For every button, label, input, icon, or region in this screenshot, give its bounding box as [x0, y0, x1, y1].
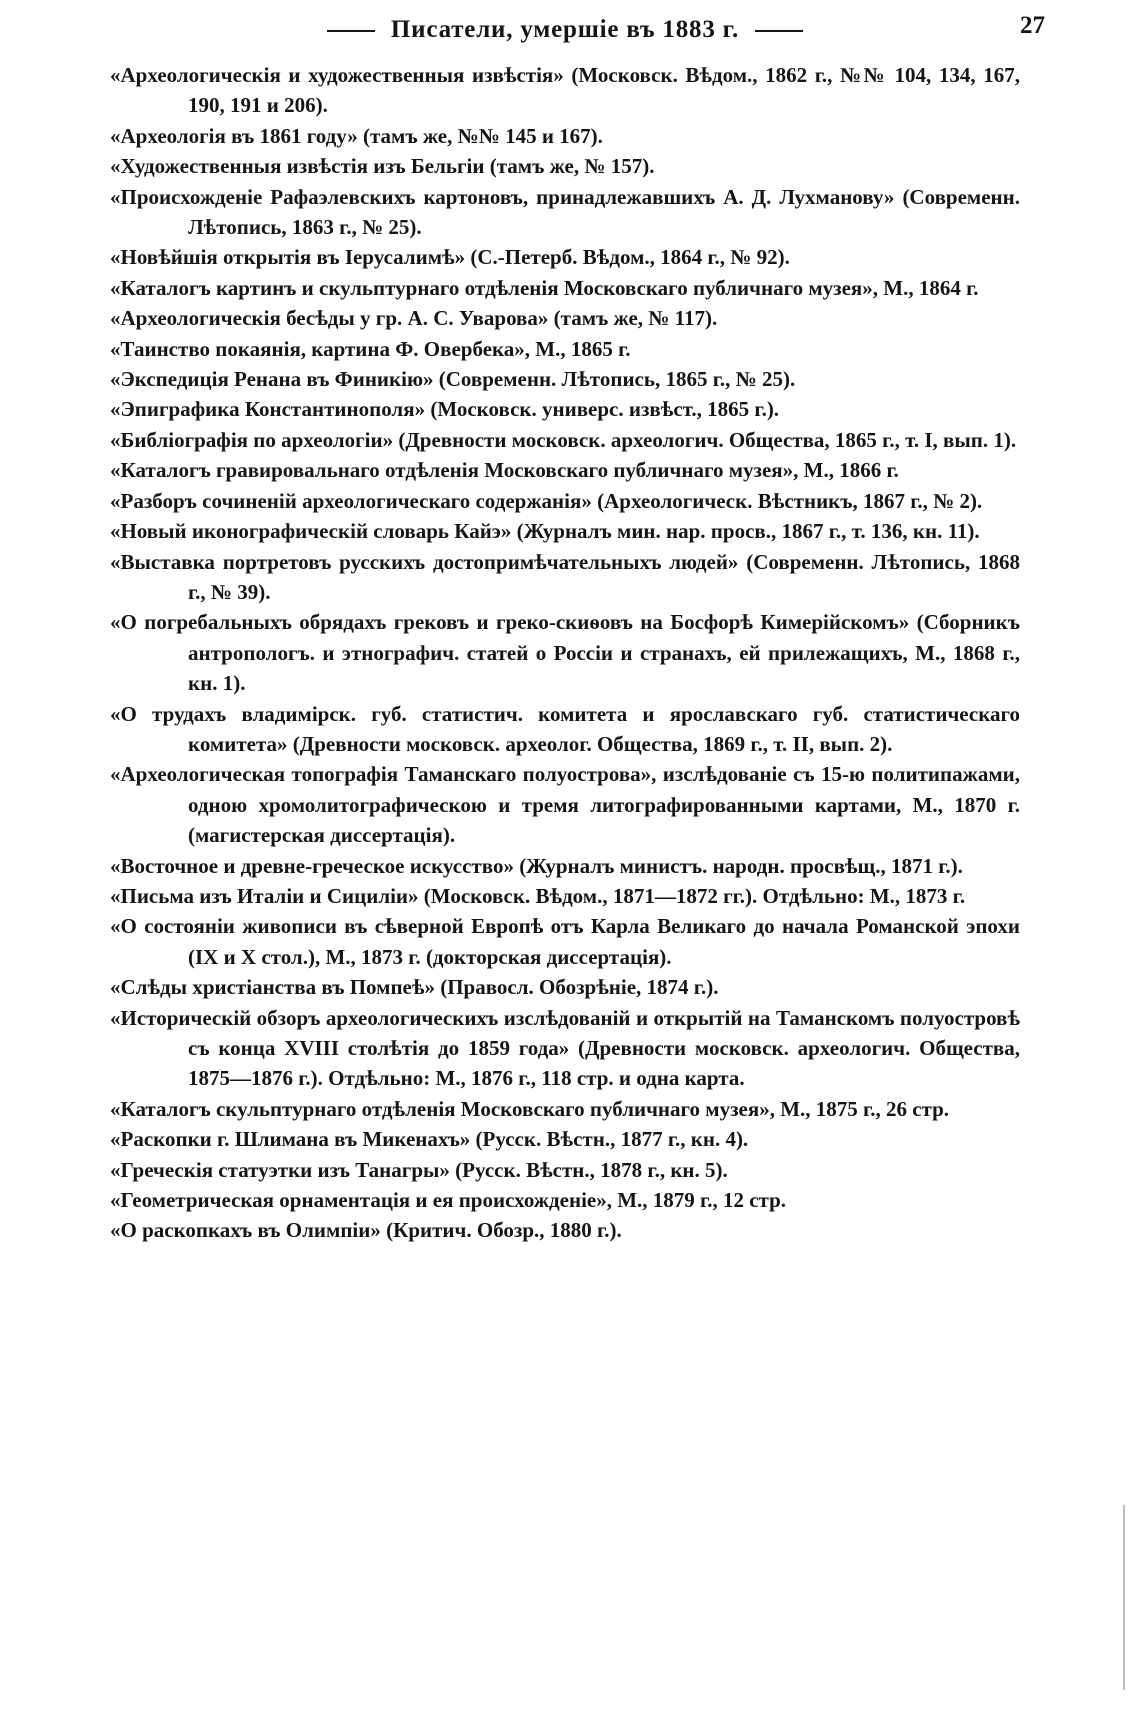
bibliography-entry: «О состояніи живописи въ сѣверной Европѣ отъ Карла Великаго до начала Романской эпохи (IX и X стол.), М., 1873 г. (докторская диссертація). [110, 914, 1020, 969]
bibliography-entry: «Слѣды христіанства въ Помпеѣ» (Правосл. Обозрѣніе, 1874 г.). [110, 975, 719, 1000]
bibliography-entry: «Новѣйшія открытія въ Іерусалимѣ» (С.-Петерб. Вѣдом., 1864 г., № 92). [110, 245, 790, 270]
running-header [110, 10, 1020, 50]
page-number: 27 [1020, 12, 1045, 39]
bibliography-entry: «Художественныя извѣстія изъ Бельгіи (тамъ же, № 157). [110, 154, 655, 179]
bibliography-entry: «Таинство покаянія, картина Ф. Овербека», М., 1865 г. [110, 336, 631, 361]
bibliography-entry: «Раскопки г. Шлимана въ Микенахъ» (Русск. Вѣстн., 1877 г., кн. 4). [110, 1127, 749, 1152]
bibliography-entry: «Новый иконографическій словарь Кайэ» (Журналъ мин. нар. просв., 1867 г., т. 136, кн. 11). [110, 519, 980, 544]
bibliography-entry: «Археологическія и художественныя извѣстія» (Московск. Вѣдом., 1862 г., №№ 104, 134, 167, 190, 191 и 206). [110, 63, 1020, 118]
bibliography-list [110, 60, 1020, 1246]
header-rule-right [755, 30, 803, 32]
bibliography-entry: «Археологія въ 1861 году» (тамъ же, №№ 145 и 167). [110, 123, 603, 148]
bibliography-entry: «Историческій обзоръ археологическихъ изслѣдованій и открытій на Таманскомъ полуостровѣ съ конца XVIII столѣтія до 1859 года» (Древности московск. археологич. Общества, 1875—1876 г.). Отдѣльно: М., 1876 г., 118 стр. и одна карта. [110, 1005, 1020, 1091]
bibliography-entry: «Происхожденіе Рафаэлевскихъ картоновъ, принадлежавшихъ А. Д. Лухманову» (Современн. Лѣтопись, 1863 г., № 25). [110, 184, 1020, 240]
bibliography-entry: «Библіографія по археологіи» (Древности московск. археологич. Общества, 1865 г., т. I, вып. 1). [110, 427, 1017, 452]
bibliography-entry: «Выставка портретовъ русскихъ достопримѣчательныхъ людей» (Современн. Лѣтопись, 1868 г., № 39). [110, 549, 1020, 604]
bibliography-entry: «Эпиграфика Константинополя» (Московск. универс. извѣст., 1865 г.). [110, 397, 780, 422]
bibliography-entry: «Геометрическая орнаментація и ея происхожденіе», М., 1879 г., 12 стр. [110, 1188, 787, 1213]
bibliography-entry: «О раскопкахъ въ Олимпіи» (Критич. Обозр., 1880 г.). [110, 1218, 622, 1243]
scan-edge-line [1123, 1505, 1125, 1690]
bibliography-entry: «Археологическая топографія Таманскаго полуострова», изслѣдованіе съ 15-ю политипажами, одною хромолитографическою и тремя литографированными картами, М., 1870 г. (магистерская диссертація). [110, 762, 1020, 848]
bibliography-entry: «Разборъ сочиненій археологическаго содержанія» (Археологическ. Вѣстникъ, 1867 г., № 2). [110, 488, 983, 513]
bibliography-entry: «О трудахъ владимірск. губ. статистич. комитета и ярославскаго губ. статистическаго комитета» (Древности московск. археолог. Общества, 1869 г., т. II, вып. 2). [110, 701, 1020, 756]
bibliography-entry: «Греческія статуэтки изъ Танагры» (Русск. Вѣстн., 1878 г., кн. 5). [110, 1157, 728, 1182]
bibliography-entry: «О погребальныхъ обрядахъ грековъ и греко-скиѳовъ на Босфорѣ Кимерійскомъ» (Сборникъ антропологъ. и этнографич. статей о Россіи и странахъ, ей прилежащихъ, М., 1868 г., кн. 1). [110, 610, 1020, 696]
bibliography-entry: «Каталогъ скульптурнаго отдѣленія Московскаго публичнаго музея», М., 1875 г., 26 стр. [110, 1096, 950, 1121]
running-title: Писатели, умершіе въ 1883 г. [390, 16, 740, 43]
bibliography-entry: «Археологическія бесѣды у гр. А. С. Уварова» (тамъ же, № 117). [110, 306, 718, 331]
bibliography-entry: «Каталогъ гравировальнаго отдѣленія Московскаго публичнаго музея», М., 1866 г. [110, 458, 899, 483]
header-rule-left [327, 30, 375, 32]
bibliography-entry: «Письма изъ Италіи и Сициліи» (Московск. Вѣдом., 1871—1872 гг.). Отдѣльно: М., 1873 г. [110, 883, 966, 908]
bibliography-entry: «Восточное и древне-греческое искусство» (Журналъ министъ. народн. просвѣщ., 1871 г.). [110, 853, 963, 878]
bibliography-entry: «Каталогъ картинъ и скульптурнаго отдѣленія Московскаго публичнаго музея», М., 1864 г. [110, 275, 979, 300]
bibliography-entry: «Экспедиція Ренана въ Финикію» (Современн. Лѣтопись, 1865 г., № 25). [110, 367, 796, 392]
